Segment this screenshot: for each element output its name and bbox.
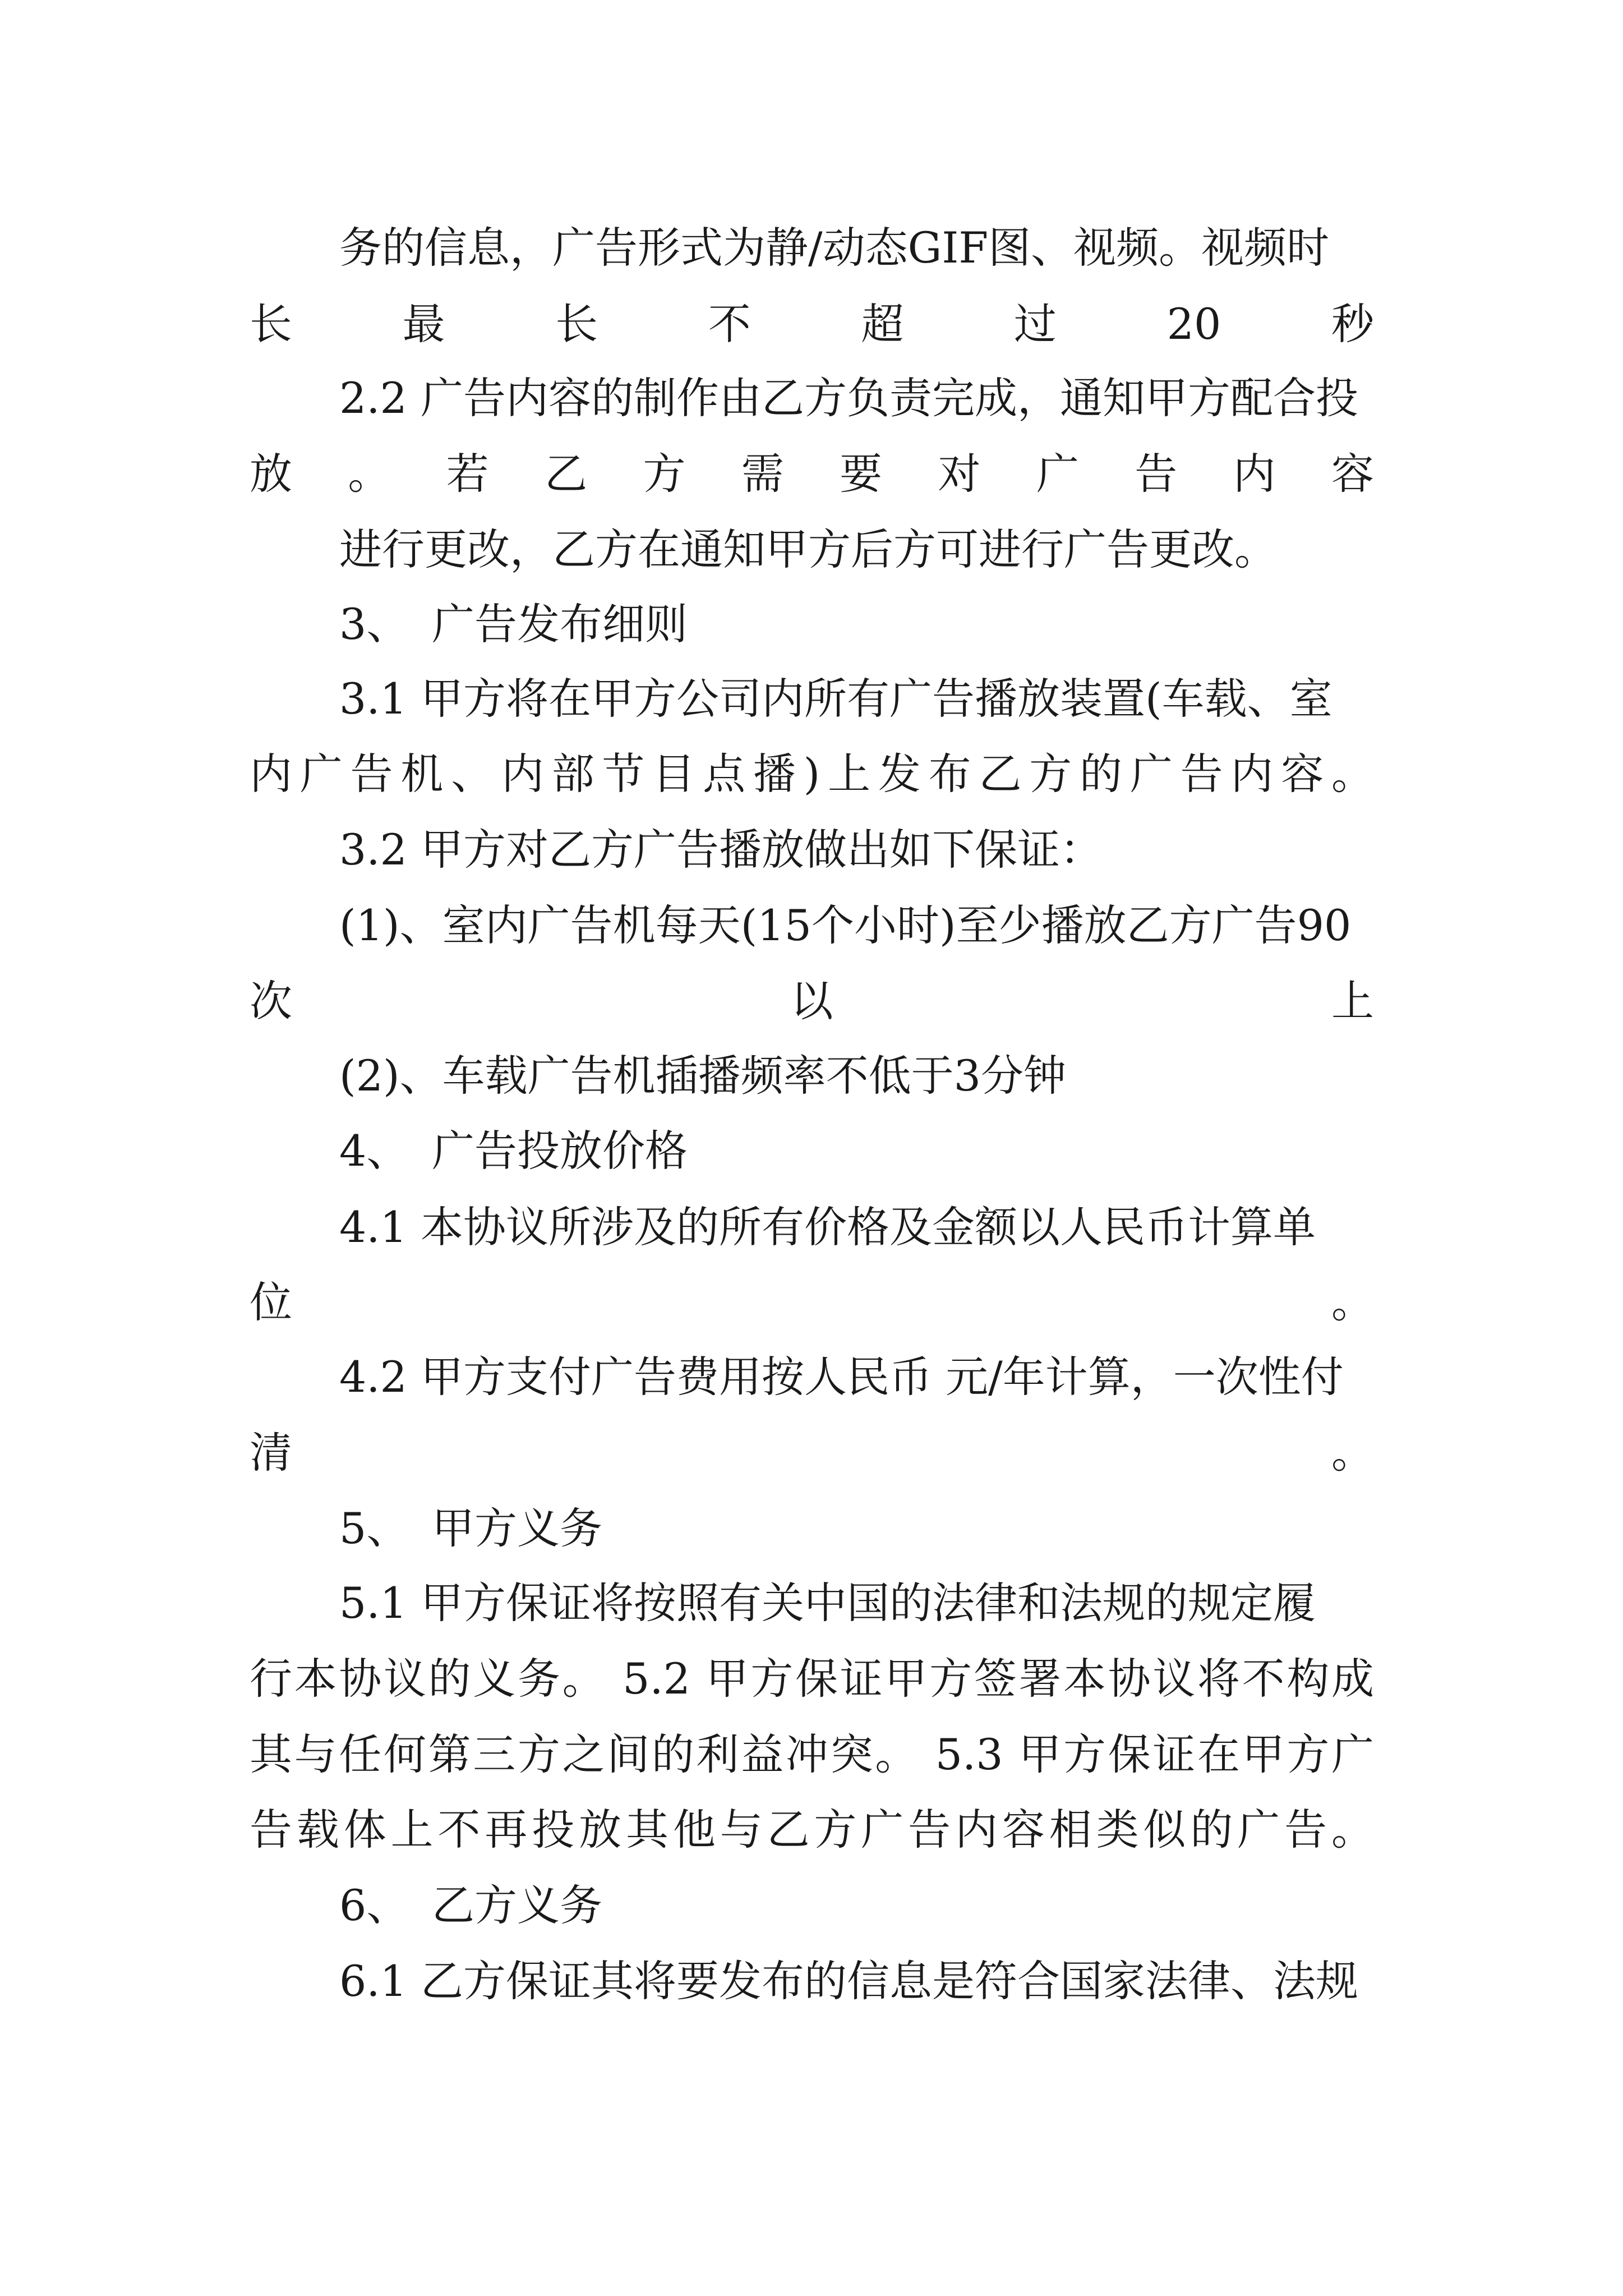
text-line: 内广告机、内部节目点播)上发布乙方的广告内容。 bbox=[250, 749, 1374, 799]
text-line: 6.1 乙方保证其将要发布的信息是符合国家法律、法规 bbox=[339, 1956, 1359, 2006]
text-line: (1)、室内广告机每天(15个小时)至少播放乙方广告90 bbox=[339, 900, 1352, 950]
text-line: 4.1 本协议所涉及的所有价格及金额以人民币计算单 bbox=[339, 1202, 1316, 1252]
text-line: (2)、车载广告机插播频率不低于3分钟 bbox=[339, 1051, 1067, 1101]
text-line: 行本协议的义务。 5.2 甲方保证甲方签署本协议将不构成 bbox=[250, 1654, 1374, 1704]
section-number: 5、 bbox=[339, 1503, 409, 1553]
text-line: 告载体上不再投放其他与乙方广告内容相类似的广告。 bbox=[250, 1805, 1374, 1855]
text-line: 4.2 甲方支付广告费用按人民币 元/年计算，一次性付 bbox=[339, 1352, 1344, 1402]
text-line: 长最长不超过20秒 bbox=[250, 299, 1374, 349]
section-heading: 广告投放价格 bbox=[432, 1126, 688, 1176]
text-line: 进行更改，乙方在通知甲方后方可进行广告更改。 bbox=[339, 524, 1277, 574]
text-line: 务的信息，广告形式为静/动态GIF图、视频。视频时 bbox=[339, 223, 1330, 273]
text-line: 其与任何第三方之间的利益冲突。 5.3 甲方保证在甲方广 bbox=[250, 1729, 1374, 1779]
section-number: 3、 bbox=[339, 599, 409, 649]
text-line: 2.2 广告内容的制作由乙方负责完成，通知甲方配合投 bbox=[339, 373, 1359, 423]
section-heading: 甲方义务 bbox=[432, 1503, 602, 1553]
text-line: 5.1 甲方保证将按照有关中国的法律和法规的规定履 bbox=[339, 1578, 1316, 1628]
text-line: 3.2 甲方对乙方广告播放做出如下保证： bbox=[339, 825, 1103, 875]
section-heading: 广告发布细则 bbox=[432, 599, 688, 649]
text-line: 清。 bbox=[250, 1428, 1374, 1478]
text-line: 放。若乙方需要对广告内容 bbox=[250, 449, 1374, 499]
text-line: 位。 bbox=[250, 1277, 1374, 1327]
section-heading: 乙方义务 bbox=[432, 1880, 602, 1930]
section-number: 4、 bbox=[339, 1126, 409, 1176]
text-line: 次以上 bbox=[250, 976, 1374, 1026]
text-line: 3.1 甲方将在甲方公司内所有广告播放装置(车载、室 bbox=[339, 674, 1332, 724]
section-number: 6、 bbox=[339, 1880, 409, 1930]
